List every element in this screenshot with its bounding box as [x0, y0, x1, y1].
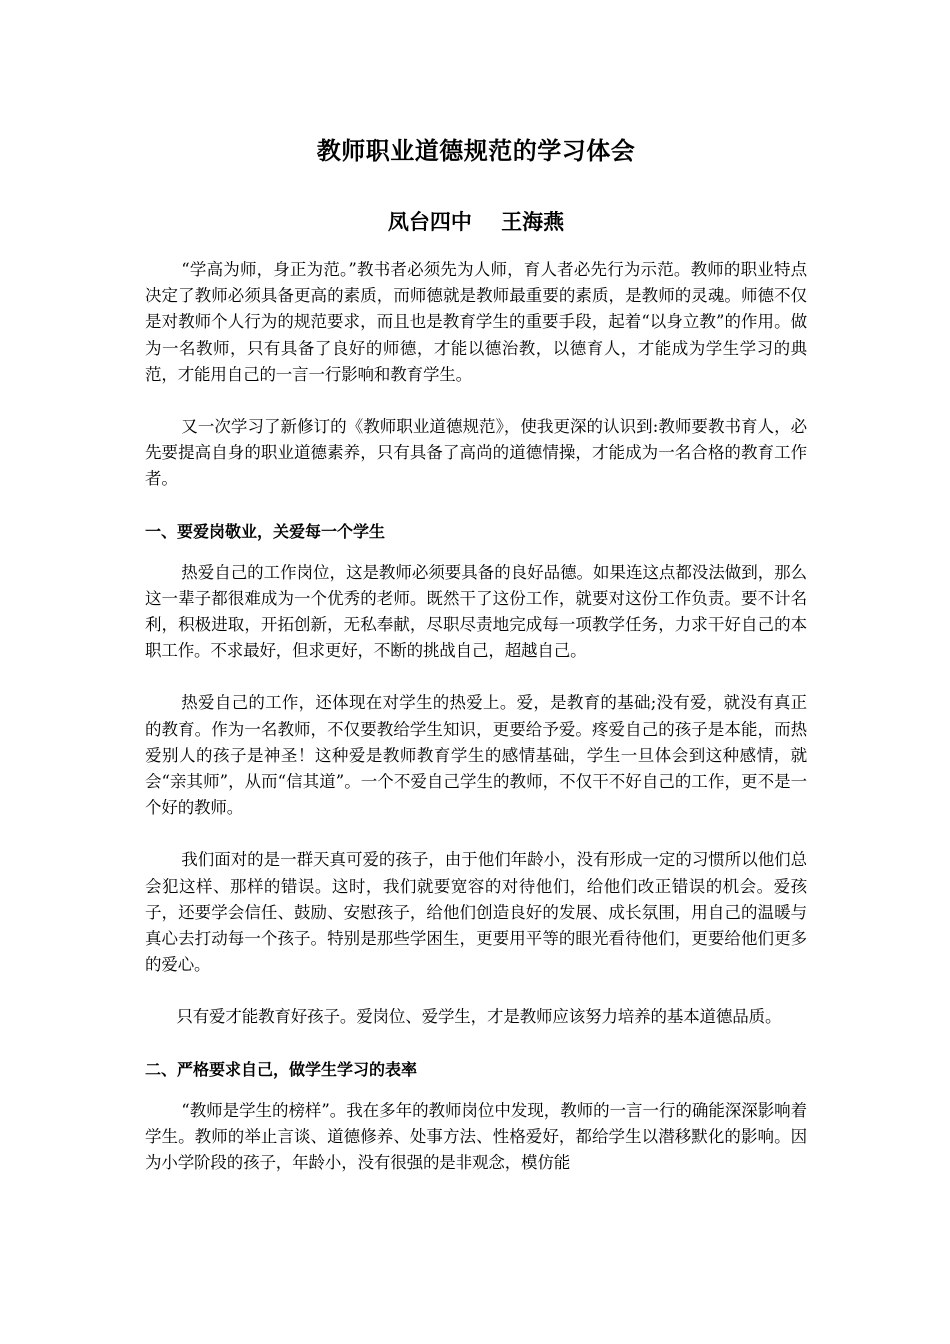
- spacer: [145, 493, 807, 519]
- document-title: 教师职业道德规范的学习体会: [316, 137, 636, 165]
- document-author: 凤台四中 王海燕: [387, 210, 565, 234]
- intro-paragraph-2: 又一次学习了新修订的《教师职业道德规范》，使我更深的认识到:教师要教书育人，必先要提高自身的职业道德素养，只有具备了高尚的道德情操，才能成为一名合格的教育工作者。: [145, 417, 807, 489]
- document-page: [145, 128, 807, 1176]
- spacer: [145, 1083, 807, 1098]
- section-1-paragraph-2: 热爱自己的工作，还体现在对学生的热爱上。爱，是教育的基础;没有爱，就没有真正的教育。作为一名教师，不仅要教给学生知识，更要给予爱。疼爱自己的孩子是本能，而热爱别人的孩子是神圣！这种爱是教师教育学生的感情基础，学生一旦体会到这种感情，就会“亲其师”，从而“信其道”。一个不爱自己学生的教师，不仅干不好自己的工作，更不是一个好的教师。: [145, 693, 807, 818]
- section-1-paragraph-1: 热爱自己的工作岗位，这是教师必须要具备的良好品德。如果连这点都没法做到，那么这一辈子都很难成为一个优秀的老师。既然干了这份工作，就要对这份工作负责。要不计名利，积极进取，开拓创新，无私奉献，尽职尽责地完成每一项教学任务，力求干好自己的本职工作。不求最好，但求更好，不断的挑战自己，超越自己。: [145, 562, 807, 661]
- section-2-heading: 二、严格要求自己，做学生学习的表率: [145, 1059, 418, 1079]
- spacer: [145, 978, 807, 1004]
- spacer: [145, 821, 807, 847]
- section-1-paragraph-3: 我们面对的是一群天真可爱的孩子，由于他们年龄小，没有形成一定的习惯所以他们总会犯这样、那样的错误。这时，我们就要宽容的对待他们，给他们改正错误的机会。爱孩子，还要学会信任、鼓励、安慰孩子，给他们创造良好的发展、成长氛围，用自己的温暖与真心去打动每一个孩子。特别是那些学困生，更要用平等的眼光看待他们，更要给他们更多的爱心。: [145, 850, 807, 975]
- intro-paragraph-1: “学高为师，身正为范。”教书者必须先为人师，育人者必先行为示范。教师的职业特点决定了教师必须具备更高的素质，而师德就是教师最重要的素质，是教师的灵魂。师德不仅是对教师个人行为的规范要求，而且也是教育学生的重要手段，起着“以身立教”的作用。做为一名教师，只有具备了良好的师德，才能以德治教，以德育人，才能成为学生学习的典范，才能用自己的一言一行影响和教育学生。: [145, 260, 807, 384]
- section-1-heading: 一、要爱岗敬业，关爱每一个学生: [145, 521, 386, 541]
- spacer: [145, 388, 807, 414]
- section-1-paragraph-4: 只有爱才能教育好孩子。爱岗位、爱学生，才是教师应该努力培养的基本道德品质。: [176, 1007, 782, 1027]
- spacer: [145, 545, 807, 560]
- section-2-paragraph-1: “教师是学生的榜样”。我在多年的教师岗位中发现，教师的一言一行的确能深深影响着学生。教师的举止言谈、道德修养、处事方法、性格爱好，都给学生以潜移默化的影响。因为小学阶段的孩子，年龄小，没有很强的是非观念，模仿能: [145, 1100, 807, 1173]
- spacer: [145, 664, 807, 690]
- spacer: [145, 1031, 807, 1057]
- spacer: [145, 242, 807, 257]
